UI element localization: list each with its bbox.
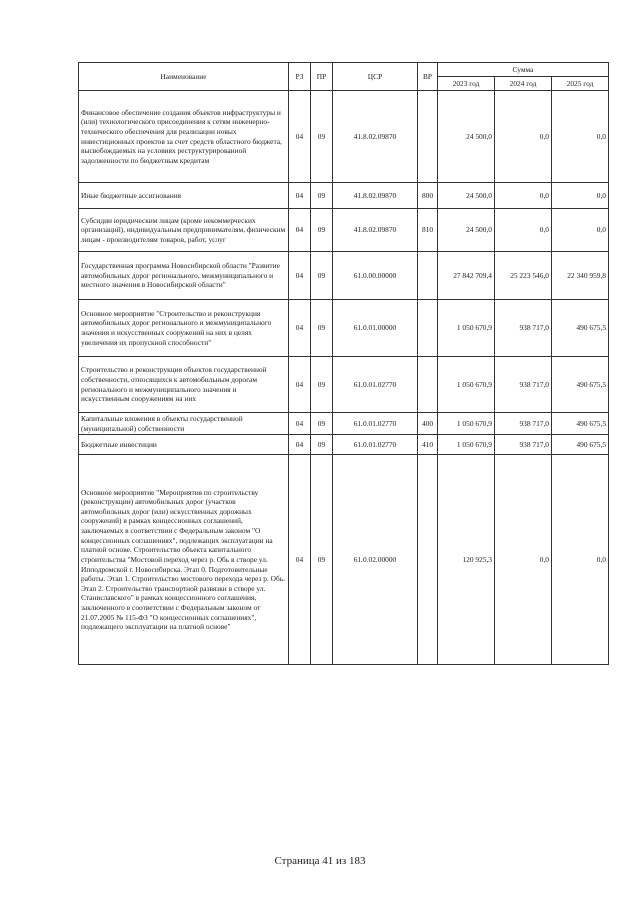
header-2024: 2024 год bbox=[495, 77, 552, 91]
row-2024: 938 717,0 bbox=[495, 357, 552, 413]
row-csr: 61.0.01.00000 bbox=[333, 300, 418, 357]
header-rz: РЗ bbox=[289, 63, 311, 91]
row-csr: 61.0.01.02770 bbox=[333, 435, 418, 455]
row-csr: 61.0.01.02770 bbox=[333, 413, 418, 435]
row-2024: 25 223 546,0 bbox=[495, 252, 552, 300]
header-sum: Сумма bbox=[438, 63, 609, 77]
header-name: Наименование bbox=[79, 63, 289, 91]
table-row bbox=[79, 183, 609, 209]
row-rz: 04 bbox=[289, 455, 311, 665]
row-rz: 04 bbox=[289, 357, 311, 413]
header-pr: ПР bbox=[311, 63, 333, 91]
row-2025: 490 675,5 bbox=[552, 357, 609, 413]
row-vr: 810 bbox=[418, 209, 438, 252]
row-name: Основное мероприятие "Мероприятия по строительству (реконструкции) автомобильных дорог (участков автомобильных дорог (или) искусственных дорожных сооружений) в рамках концессионных соглашений, заключаемых в соответствии с Федеральным законом "О концессионных соглашениях", подлежащих эксплуатации на платной основе. Строительство объекта капитального строительства "Мостовой переход через р. Обь в створе ул. Ипподромской г. Новосибирска. Этап 0. Подготовительные работы. Этап 1. Строительство мостового перехода через р. Обь. Этап 2. Строительство транспортной развязки в створе ул. Станиславского" в рамках концессионного соглашения, заключенного в соответствии с Федеральным законом от 21.07.2005 № 115-ФЗ "О концессионных соглашениях", подлежащего эксплуатации на платной основе" bbox=[79, 455, 289, 665]
row-vr: 400 bbox=[418, 413, 438, 435]
row-vr bbox=[418, 91, 438, 183]
row-vr: 800 bbox=[418, 183, 438, 209]
row-vr bbox=[418, 357, 438, 413]
header-csr: ЦСР bbox=[333, 63, 418, 91]
row-2023: 24 500,0 bbox=[438, 91, 495, 183]
row-2024: 938 717,0 bbox=[495, 300, 552, 357]
row-2023: 24 500,0 bbox=[438, 209, 495, 252]
row-2025: 490 675,5 bbox=[552, 413, 609, 435]
row-name: Основное мероприятие "Строительство и реконструкция автомобильных дорог регионального и межмуниципального значения и искусственных сооружений на них в целях увеличения их пропускной способности" bbox=[79, 300, 289, 357]
row-2023: 1 050 670,9 bbox=[438, 357, 495, 413]
row-rz: 04 bbox=[289, 413, 311, 435]
row-csr: 41.8.02.09870 bbox=[333, 183, 418, 209]
row-csr: 61.0.01.02770 bbox=[333, 357, 418, 413]
row-2025: 490 675,5 bbox=[552, 300, 609, 357]
row-2024: 0,0 bbox=[495, 91, 552, 183]
row-vr bbox=[418, 455, 438, 665]
row-2025: 22 340 959,8 bbox=[552, 252, 609, 300]
row-2025: 0,0 bbox=[552, 455, 609, 665]
budget-table bbox=[78, 62, 609, 665]
row-rz: 04 bbox=[289, 435, 311, 455]
row-csr: 61.0.00.00000 bbox=[333, 252, 418, 300]
row-rz: 04 bbox=[289, 91, 311, 183]
row-name: Государственная программа Новосибирской области "Развитие автомобильных дорог регионального, межмуниципального и местного значения в Новосибирской области" bbox=[79, 252, 289, 300]
row-pr: 09 bbox=[311, 252, 333, 300]
row-pr: 09 bbox=[311, 357, 333, 413]
row-2024: 0,0 bbox=[495, 183, 552, 209]
row-csr: 61.0.02.00000 bbox=[333, 455, 418, 665]
table-row bbox=[79, 91, 609, 183]
table-row bbox=[79, 357, 609, 413]
header-vr: ВР bbox=[418, 63, 438, 91]
row-rz: 04 bbox=[289, 300, 311, 357]
row-2023: 120 925,3 bbox=[438, 455, 495, 665]
table-row bbox=[79, 252, 609, 300]
row-rz: 04 bbox=[289, 209, 311, 252]
row-2024: 938 717,0 bbox=[495, 435, 552, 455]
row-name: Субсидии юридическим лицам (кроме некоммерческих организаций), индивидуальным предпринимателям, физическим лицам - производителям товаров, работ, услуг bbox=[79, 209, 289, 252]
row-2025: 0,0 bbox=[552, 209, 609, 252]
row-2024: 0,0 bbox=[495, 209, 552, 252]
row-pr: 09 bbox=[311, 209, 333, 252]
row-2024: 938 717,0 bbox=[495, 413, 552, 435]
table-row bbox=[79, 209, 609, 252]
row-2023: 1 050 670,9 bbox=[438, 413, 495, 435]
row-2023: 27 842 709,4 bbox=[438, 252, 495, 300]
row-csr: 41.8.02.09870 bbox=[333, 91, 418, 183]
row-2023: 24 500,0 bbox=[438, 183, 495, 209]
row-name: Капитальные вложения в объекты государственной (муниципальной) собственности bbox=[79, 413, 289, 435]
row-2025: 0,0 bbox=[552, 183, 609, 209]
header-2025: 2025 год bbox=[552, 77, 609, 91]
row-pr: 09 bbox=[311, 435, 333, 455]
row-pr: 09 bbox=[311, 413, 333, 435]
row-csr: 41.8.02.09870 bbox=[333, 209, 418, 252]
row-2025: 490 675,5 bbox=[552, 435, 609, 455]
row-pr: 09 bbox=[311, 91, 333, 183]
row-vr bbox=[418, 300, 438, 357]
row-2025: 0,0 bbox=[552, 91, 609, 183]
table-row bbox=[79, 413, 609, 435]
row-pr: 09 bbox=[311, 183, 333, 209]
row-pr: 09 bbox=[311, 300, 333, 357]
page-number: Страница 41 из 183 bbox=[274, 855, 366, 867]
row-name: Финансовое обеспечение создания объектов инфраструктуры и (или) технологического присоединения к сетям инженерно-технического обеспечения для реализации новых инвестиционных проектов за счет средств областного бюджета, высвобождаемых на условиях реструктурированной задолженности по бюджетным кредитам bbox=[79, 91, 289, 183]
row-name: Иные бюджетные ассигнования bbox=[79, 183, 289, 209]
row-2024: 0,0 bbox=[495, 455, 552, 665]
row-rz: 04 bbox=[289, 252, 311, 300]
table-row bbox=[79, 455, 609, 665]
table-row bbox=[79, 435, 609, 455]
header-2023: 2023 год bbox=[438, 77, 495, 91]
row-rz: 04 bbox=[289, 183, 311, 209]
row-2023: 1 050 670,9 bbox=[438, 300, 495, 357]
row-pr: 09 bbox=[311, 455, 333, 665]
row-vr: 410 bbox=[418, 435, 438, 455]
row-2023: 1 050 670,9 bbox=[438, 435, 495, 455]
row-vr bbox=[418, 252, 438, 300]
row-name: Строительство и реконструкция объектов государственной собственности, относящихся к автомобильным дорогам регионального и межмуниципального значения и искусственным сооружениям на них bbox=[79, 357, 289, 413]
table-row bbox=[79, 300, 609, 357]
row-name: Бюджетные инвестиции bbox=[79, 435, 289, 455]
